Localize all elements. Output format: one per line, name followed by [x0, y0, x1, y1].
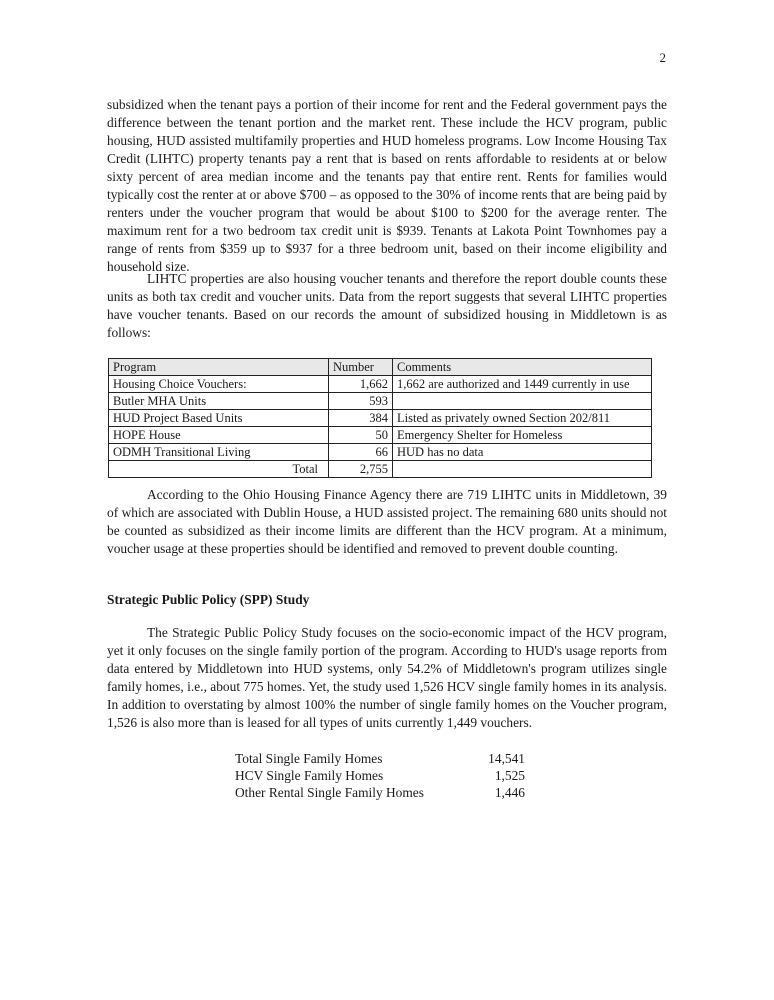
cell-number: 384 [329, 410, 393, 427]
cell-program: ODMH Transitional Living [109, 444, 329, 461]
cell-comment: Emergency Shelter for Homeless [393, 427, 652, 444]
total-label: Total [109, 461, 329, 478]
cell-number: 50 [329, 427, 393, 444]
paragraph-spp-study: The Strategic Public Policy Study focuses on the socio-economic impact of the HCV program, yet it only focuses on the single family portion of the program. According to HUD's usage reports from data entered by Middletown into HUD systems, only 54.2% of Middletown's program utilizes single family homes, i.e., about 775 homes. Yet, the study used 1,526 HCV single family homes in its analysis. In addition to overstating by almost 100% the number of single family homes on the Voucher program, 1,526 is also more than is leased for all types of units currently 1,449 vouchers. [107, 625, 667, 730]
summary-label: Total Single Family Homes [235, 751, 383, 766]
paragraph-lihtc-double-count: LIHTC properties are also housing voucher tenants and therefore the report double counts these units as both tax credit and voucher units. Data from the report suggests that several LIHTC properties have voucher tenants. Based on our records the amount of subsidized housing in Middletown is as follows: [107, 271, 667, 340]
section-heading-spp: Strategic Public Policy (SPP) Study [107, 592, 310, 607]
cell-program: HUD Project Based Units [109, 410, 329, 427]
cell-comment: HUD has no data [393, 444, 652, 461]
summary-label: HCV Single Family Homes [235, 768, 384, 783]
table-row [109, 376, 652, 393]
cell-number: 1,662 [329, 376, 393, 393]
table-row [109, 444, 652, 461]
total-value: 2,755 [329, 461, 393, 478]
table-total-row [109, 461, 652, 478]
cell-number: 66 [329, 444, 393, 461]
cell-program: Housing Choice Vouchers: [109, 376, 329, 393]
summary-value: 14,541 [488, 751, 525, 766]
header-comments: Comments [393, 359, 652, 376]
summary-label: Other Rental Single Family Homes [235, 785, 424, 800]
page-number: 2 [659, 50, 666, 65]
summary-value: 1,525 [494, 768, 525, 783]
table-row [109, 410, 652, 427]
single-family-summary [235, 750, 525, 801]
paragraph-ohfa-lihtc: According to the Ohio Housing Finance Agency there are 719 LIHTC units in Middletown, 39 of which are associated with Dublin House, a HUD assisted project. The remaining 680 units should not be counted as subsidized as their income limits are different than the HCV program. At a minimum, voucher usage at these properties should be identified and removed to prevent double counting. [107, 487, 667, 556]
cell-program: Butler MHA Units [109, 393, 329, 410]
table-row [109, 427, 652, 444]
cell-comment: 1,662 are authorized and 1449 currently in use [393, 376, 652, 393]
subsidized-housing-table [108, 358, 652, 478]
header-program: Program [109, 359, 329, 376]
list-item [235, 767, 525, 784]
paragraph-subsidized-rents: subsidized when the tenant pays a portion of their income for rent and the Federal government pays the difference between the tenant portion and the market rent. These include the HCV program, public housing, HUD assisted multifamily properties and HUD homeless programs. Low Income Housing Tax Credit (LIHTC) property tenants pay a rent that is based on rents affordable to residents at or below sixty percent of area median income and the tenants pay that entire rent. Rents for families would typically cost the renter at or above $700 – as opposed to the 30% of income rents that are being paid by renters under the voucher program that would be about $100 to $200 for the average renter. The maximum rent for a two bedroom tax credit unit is $939. Tenants at Lakota Point Townhomes pay a range of rents from $359 up to $937 for a three bedroom unit, based on their income eligibility and household size. [107, 97, 667, 274]
header-number: Number [329, 359, 393, 376]
list-item [235, 750, 525, 767]
table-header-row [109, 359, 652, 376]
cell-program: HOPE House [109, 427, 329, 444]
cell-number: 593 [329, 393, 393, 410]
cell-comment [393, 393, 652, 410]
total-comment-empty [393, 461, 652, 478]
list-item [235, 784, 525, 801]
cell-comment: Listed as privately owned Section 202/811 [393, 410, 652, 427]
summary-value: 1,446 [494, 785, 525, 800]
table-row [109, 393, 652, 410]
